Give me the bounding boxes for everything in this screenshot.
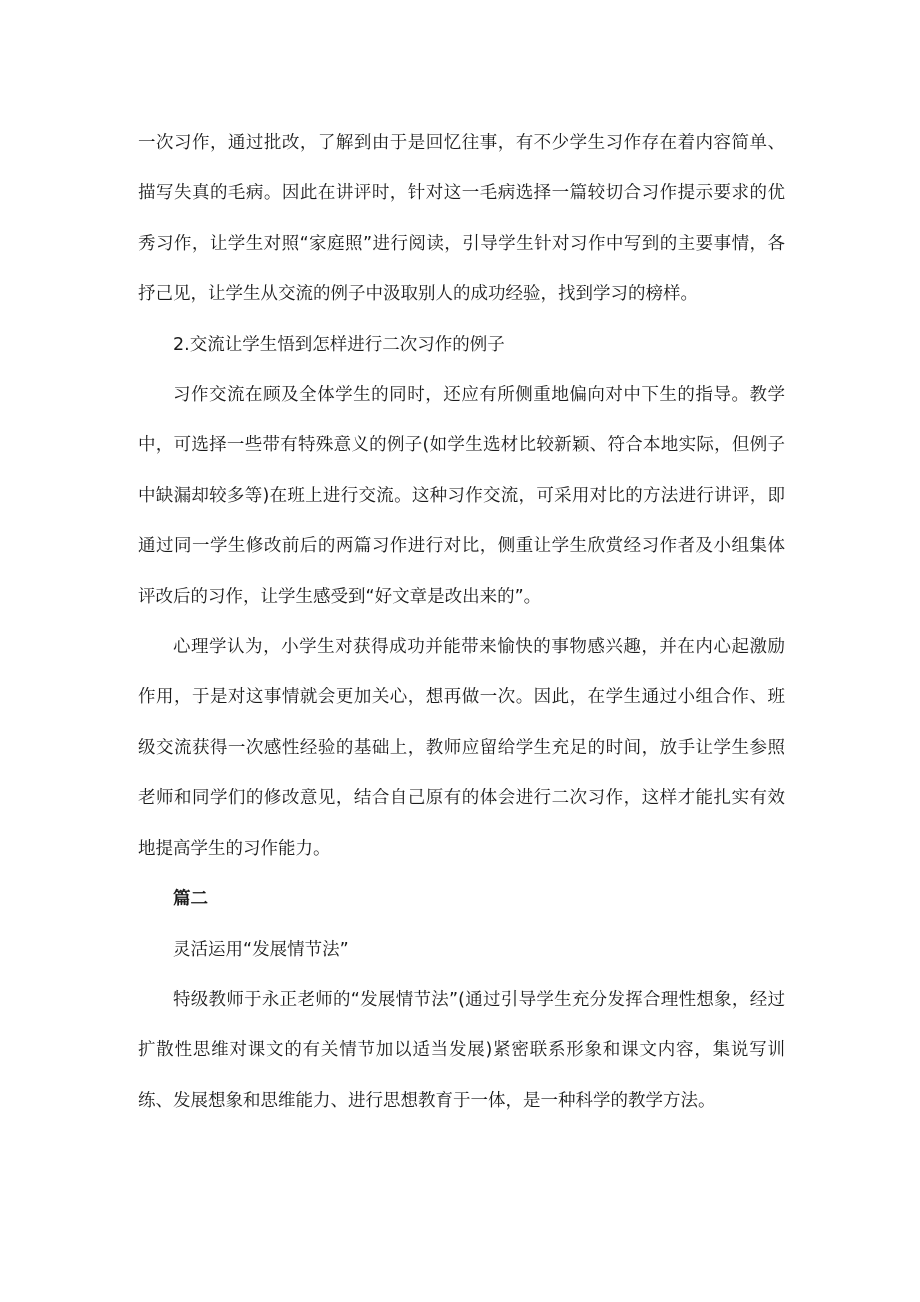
paragraph: 习作交流在顾及全体学生的同时，还应有所侧重地偏向对中下生的指导。教学中，可选择一些带有特殊意义的例子(如学生选材比较新颖、符合本地实际，但例子中缺漏却较多等)在班上进行交流。这种习作交流，可采用对比的方法进行讲评，即通过同一学生修改前后的两篇习作进行对比，侧重让学生欣赏经习作者及小组集体评改后的习作，让学生感受到“好文章是改出来的”。 [138,385,785,607]
paragraph: 心理学认为，小学生对获得成功并能带来愉快的事物感兴趣，并在内心起激励作用，于是对这事情就会更加关心，想再做一次。因此，在学生通过小组合作、班级交流获得一次感性经验的基础上，教师应留给学生充足的时间，放手让学生参照老师和同学们的修改意见，结合自己原有的体会进行二次习作，这样才能扎实有效地提高学生的习作能力。 [138,637,785,859]
document-body [138,118,785,1126]
section-title: 篇二 [173,889,208,910]
paragraph-continued: 一次习作，通过批改，了解到由于是回忆往事，有不少学生习作存在着内容简单、描写失真的毛病。因此在讲评时，针对这一毛病选择一篇较切合习作提示要求的优秀习作，让学生对照“家庭照”进行阅读，引导学生针对习作中写到的主要事情，各抒己见，让学生从交流的例子中汲取别人的成功经验，找到学习的榜样。 [138,133,785,305]
subheading-2: 2.交流让学生悟到怎样进行二次习作的例子 [173,334,505,355]
paragraph: 特级教师于永正老师的“发展情节法”(通过引导学生充分发挥合理性想象，经过扩散性思维对课文的有关情节加以适当发展)紧密联系形象和课文内容，集说写训练、发展想象和思维能力、进行思想教育于一体，是一种科学的教学方法。 [138,989,785,1111]
section-subtitle: 灵活运用“发展情节法” [173,939,349,960]
